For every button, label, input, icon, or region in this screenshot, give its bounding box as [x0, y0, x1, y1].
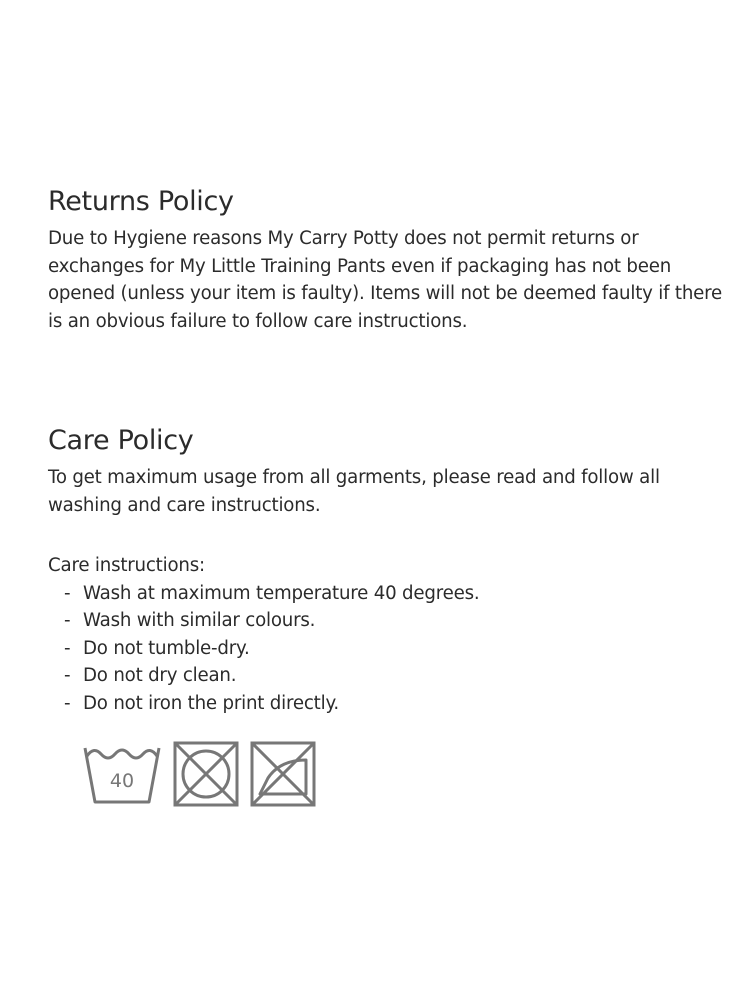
care-symbols	[82, 740, 316, 808]
list-item: - Do not iron the print directly.	[64, 692, 339, 714]
no-iron-icon	[250, 740, 316, 808]
no-tumble-dry-icon	[173, 740, 239, 808]
care-policy-section	[48, 425, 728, 519]
care-instructions-title: Care instructions:	[48, 555, 205, 576]
returns-policy-title: Returns Policy	[48, 186, 234, 217]
list-item: - Wash at maximum temperature 40 degrees.	[64, 582, 480, 604]
list-item: - Wash with similar colours.	[64, 610, 316, 631]
care-policy-title: Care Policy	[48, 425, 194, 456]
returns-policy-section	[48, 186, 728, 335]
list-item: - Do not tumble-dry.	[64, 637, 250, 659]
care-policy-text: To get maximum usage from all garments, please read and follow all washing and care instructions.	[48, 467, 660, 516]
wash-40-icon	[82, 740, 162, 808]
care-instructions	[48, 552, 728, 717]
wash-temperature: 40	[109, 770, 135, 792]
care-instructions-list	[48, 580, 728, 718]
list-item: - Do not dry clean.	[64, 665, 237, 686]
returns-policy-text: Due to Hygiene reasons My Carry Potty does not permit returns or exchanges for My Little Training Pants even if packaging has not been opened (unless your item is faulty). Items will not be deemed faulty if there is an obvious failure to follow care instructions.	[48, 228, 723, 332]
